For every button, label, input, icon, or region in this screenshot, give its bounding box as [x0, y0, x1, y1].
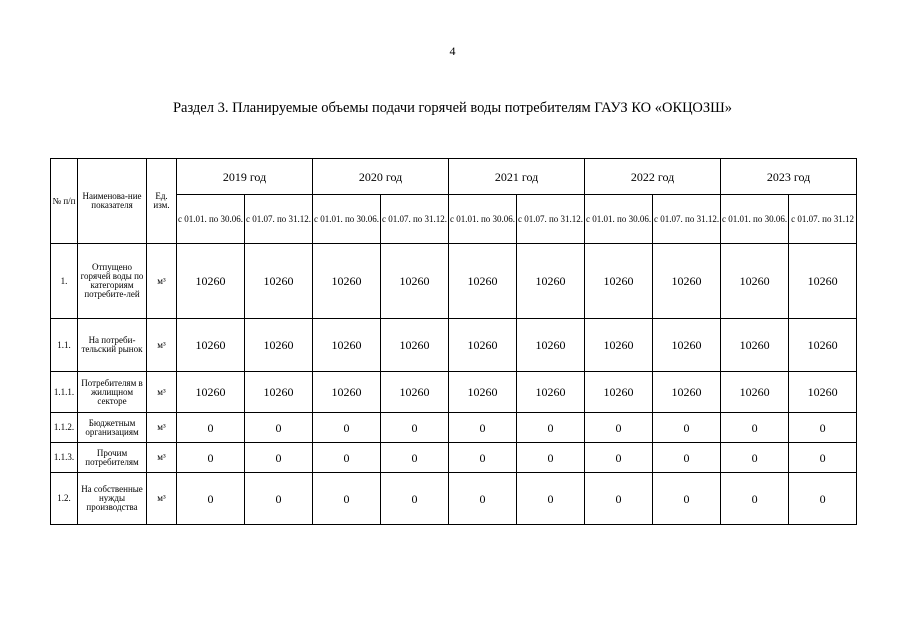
table-row	[51, 413, 857, 443]
period-header: с 01.07. по 31.12.	[245, 195, 313, 244]
value-cell: 0	[517, 443, 585, 473]
value-cell: 10260	[449, 372, 517, 413]
value-cell: 10260	[721, 319, 789, 372]
row-unit: м³	[147, 413, 177, 443]
value-cell: 10260	[313, 244, 381, 319]
row-number: 1.	[51, 244, 78, 319]
value-cell: 0	[381, 443, 449, 473]
value-cell: 0	[517, 473, 585, 525]
row-name: На собственные нужды производства	[78, 473, 147, 525]
value-cell: 0	[245, 413, 313, 443]
value-cell: 10260	[313, 372, 381, 413]
row-name: Бюджетным организациям	[78, 413, 147, 443]
period-header: с 01.07. по 31.12.	[381, 195, 449, 244]
period-header: с 01.01. по 30.06.	[449, 195, 517, 244]
row-unit: м³	[147, 443, 177, 473]
value-cell: 10260	[653, 319, 721, 372]
value-cell: 0	[449, 413, 517, 443]
value-cell: 10260	[177, 319, 245, 372]
value-cell: 0	[585, 443, 653, 473]
row-unit: м³	[147, 473, 177, 525]
value-cell: 10260	[449, 319, 517, 372]
num-header: № п/п	[51, 159, 78, 244]
value-cell: 10260	[789, 372, 857, 413]
value-cell: 10260	[381, 319, 449, 372]
period-header: с 01.07. по 31.12	[789, 195, 857, 244]
value-cell: 10260	[517, 244, 585, 319]
value-cell: 10260	[789, 319, 857, 372]
value-cell: 0	[789, 443, 857, 473]
table-row	[51, 473, 857, 525]
value-cell: 0	[313, 443, 381, 473]
value-cell: 0	[721, 413, 789, 443]
period-header: с 01.01. по 30.06.	[313, 195, 381, 244]
value-cell: 0	[653, 443, 721, 473]
value-cell: 10260	[245, 372, 313, 413]
water-volume-table	[50, 158, 857, 525]
value-cell: 10260	[517, 372, 585, 413]
value-cell: 10260	[517, 319, 585, 372]
row-unit: м³	[147, 372, 177, 413]
value-cell: 0	[789, 473, 857, 525]
value-cell: 10260	[721, 244, 789, 319]
value-cell: 0	[313, 473, 381, 525]
year-header: 2019 год	[177, 159, 313, 195]
value-cell: 0	[381, 473, 449, 525]
row-unit: м³	[147, 244, 177, 319]
value-cell: 0	[585, 473, 653, 525]
year-header: 2022 год	[585, 159, 721, 195]
value-cell: 0	[721, 473, 789, 525]
value-cell: 0	[789, 413, 857, 443]
year-header-row	[51, 159, 857, 195]
value-cell: 0	[653, 473, 721, 525]
value-cell: 10260	[381, 372, 449, 413]
value-cell: 0	[449, 443, 517, 473]
value-cell: 10260	[449, 244, 517, 319]
row-name: Потребителям в жилищном секторе	[78, 372, 147, 413]
value-cell: 0	[585, 413, 653, 443]
period-header: с 01.01. по 30.06.	[585, 195, 653, 244]
value-cell: 0	[721, 443, 789, 473]
value-cell: 10260	[313, 319, 381, 372]
value-cell: 10260	[789, 244, 857, 319]
row-number: 1.1.2.	[51, 413, 78, 443]
value-cell: 0	[177, 473, 245, 525]
value-cell: 0	[245, 473, 313, 525]
value-cell: 10260	[177, 372, 245, 413]
year-header: 2020 год	[313, 159, 449, 195]
value-cell: 10260	[721, 372, 789, 413]
row-number: 1.1.3.	[51, 443, 78, 473]
value-cell: 10260	[245, 319, 313, 372]
table-row	[51, 372, 857, 413]
value-cell: 10260	[177, 244, 245, 319]
value-cell: 10260	[585, 372, 653, 413]
section-title: Раздел 3. Планируемые объемы подачи горячей воды потребителям ГАУЗ КО «ОКЦОЗШ»	[172, 100, 733, 116]
value-cell: 10260	[381, 244, 449, 319]
value-cell: 10260	[585, 319, 653, 372]
value-cell: 0	[381, 413, 449, 443]
value-cell: 0	[517, 413, 585, 443]
period-header: с 01.01. по 30.06.	[177, 195, 245, 244]
period-header: с 01.07. по 31.12.	[653, 195, 721, 244]
table-row	[51, 443, 857, 473]
value-cell: 0	[177, 413, 245, 443]
table-row	[51, 244, 857, 319]
value-cell: 10260	[245, 244, 313, 319]
row-number: 1.1.1.	[51, 372, 78, 413]
value-cell: 10260	[653, 244, 721, 319]
name-header: Наименова-ние показателя	[78, 159, 147, 244]
value-cell: 10260	[585, 244, 653, 319]
row-number: 1.1.	[51, 319, 78, 372]
value-cell: 0	[449, 473, 517, 525]
value-cell: 10260	[653, 372, 721, 413]
row-name: Прочим потребителям	[78, 443, 147, 473]
row-name: Отпущено горячей воды по категориям потребите-лей	[78, 244, 147, 319]
row-name: На потреби-тельский рынок	[78, 319, 147, 372]
period-header: с 01.01. по 30.06.	[721, 195, 789, 244]
page-number: 4	[449, 44, 456, 58]
year-header: 2023 год	[721, 159, 857, 195]
unit-header: Ед. изм.	[147, 159, 177, 244]
period-header: с 01.07. по 31.12.	[517, 195, 585, 244]
value-cell: 0	[653, 413, 721, 443]
value-cell: 0	[177, 443, 245, 473]
table-row	[51, 319, 857, 372]
value-cell: 0	[245, 443, 313, 473]
value-cell: 0	[313, 413, 381, 443]
row-number: 1.2.	[51, 473, 78, 525]
year-header: 2021 год	[449, 159, 585, 195]
row-unit: м³	[147, 319, 177, 372]
